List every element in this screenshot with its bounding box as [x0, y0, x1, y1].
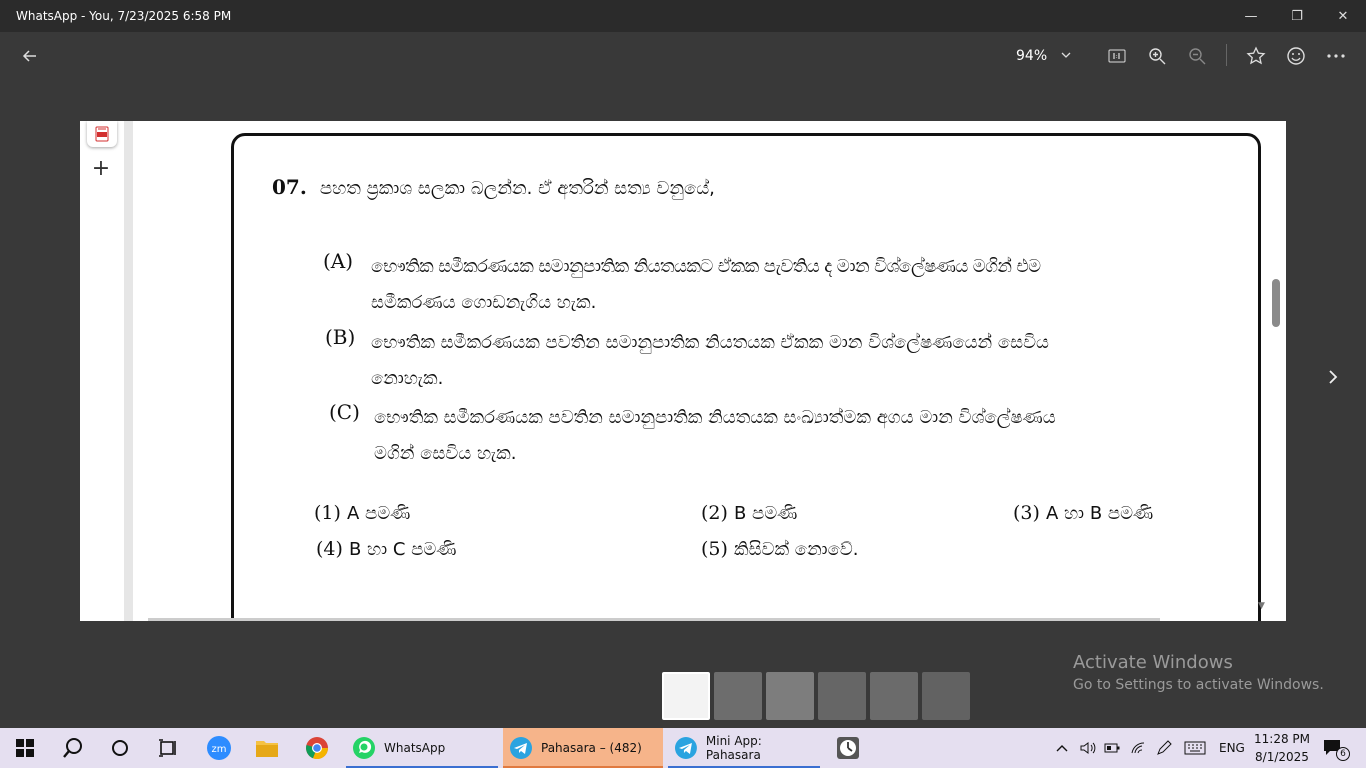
thumbnail[interactable] — [714, 672, 762, 720]
statement-label: (A) — [323, 249, 354, 273]
thumbnail[interactable] — [662, 672, 710, 720]
statement-line: මගින් සෙවිය හැක. — [374, 443, 517, 464]
next-arrow-icon[interactable] — [1320, 364, 1346, 390]
restore-button[interactable]: ❐ — [1291, 8, 1303, 24]
more-options-icon[interactable] — [1324, 44, 1348, 68]
activate-windows-watermark — [1073, 652, 1324, 693]
thumbnail[interactable] — [922, 672, 970, 720]
statement-c — [329, 400, 1269, 472]
viewer-sidebar — [80, 121, 124, 621]
file-explorer-icon[interactable] — [250, 728, 284, 768]
viewer-toolbar — [0, 32, 1366, 80]
zoom-level: 94% — [1016, 48, 1048, 64]
statement-line: භෞතික සමීකරණයක පවතින සමානුපාතික නියතයක සංඛ්‍යාත්මක අගය මාන විශ්ලේෂණය — [374, 407, 1056, 428]
option-text: කිසිවක් නොවේ. — [733, 539, 859, 560]
option-3 — [1013, 502, 1153, 524]
scroll-down-arrow-icon[interactable]: ▼ — [1258, 601, 1265, 611]
clock-app-icon[interactable] — [832, 728, 864, 768]
notification-count: 6 — [1336, 747, 1350, 761]
system-clock[interactable] — [1254, 730, 1310, 766]
wifi-icon[interactable] — [1130, 728, 1150, 768]
clock-date: 8/1/2025 — [1255, 750, 1309, 764]
actual-size-icon[interactable] — [1105, 44, 1129, 68]
tray-chevron-up-icon[interactable] — [1056, 728, 1074, 768]
option-4 — [316, 538, 456, 560]
statement-line: නොහැක. — [371, 368, 444, 389]
taskbar-app-label: Pahasara – (482) — [541, 741, 642, 755]
watermark-subtitle: Go to Settings to activate Windows. — [1073, 677, 1324, 693]
svg-text:zm: zm — [211, 744, 227, 755]
horizontal-scrollbar[interactable] — [148, 618, 1160, 621]
taskbar-app-mini-app[interactable] — [668, 728, 820, 768]
taskbar — [0, 728, 1366, 768]
pdf-file-icon[interactable] — [87, 121, 117, 147]
question-number: 07. — [272, 175, 307, 199]
chevron-down-icon — [1061, 48, 1071, 64]
taskbar-app-telegram[interactable] — [503, 728, 663, 768]
toolbar-divider — [1226, 44, 1227, 66]
statement-line: සමීකරණය ගොඩනැගිය හැක. — [371, 292, 597, 313]
statement-a — [323, 249, 1263, 321]
question-text: පහත ප්‍රකාශ සලකා බලන්න. ඒ අතරින් සත්‍ය වනුයේ, — [319, 178, 715, 199]
statement-label: (B) — [325, 325, 356, 349]
statement-label: (C) — [329, 400, 360, 424]
task-view-icon[interactable] — [152, 728, 184, 768]
thumbnail-strip — [662, 672, 970, 720]
battery-icon[interactable] — [1104, 728, 1124, 768]
thumbnail[interactable] — [766, 672, 814, 720]
pen-icon[interactable] — [1156, 728, 1176, 768]
sidebar-gutter — [124, 121, 133, 621]
search-icon[interactable] — [56, 728, 90, 768]
option-number: (3) — [1013, 502, 1040, 524]
emoji-icon[interactable] — [1284, 44, 1308, 68]
statement-b — [325, 325, 1265, 397]
zoom-in-icon[interactable] — [1145, 44, 1169, 68]
option-number: (4) — [316, 538, 343, 560]
option-number: (1) — [314, 502, 341, 524]
option-text: A පමණි — [346, 503, 411, 524]
language-indicator[interactable]: ENG — [1219, 741, 1245, 755]
document-viewer[interactable] — [80, 121, 1286, 621]
option-5 — [701, 538, 859, 560]
cortana-icon[interactable] — [104, 728, 136, 768]
minimize-button[interactable]: — — [1244, 8, 1258, 24]
statement-line: භෞතික සමීකරණයක සමානුපාතික නියතයකට ඒකක පැවතිය ද මාන විශ්ලේෂණය මගින් එම — [371, 256, 1041, 277]
zoom-app-icon[interactable] — [202, 728, 236, 768]
thumbnail[interactable] — [818, 672, 866, 720]
close-button[interactable]: ✕ — [1337, 8, 1349, 24]
telegram-icon — [509, 736, 533, 760]
volume-icon[interactable] — [1080, 728, 1100, 768]
option-1 — [314, 502, 410, 524]
title-bar — [0, 0, 1366, 32]
zoom-out-icon[interactable] — [1185, 44, 1209, 68]
thumbnail[interactable] — [870, 672, 918, 720]
statement-line: භෞතික සමීකරණයක පවතින සමානුපාතික නියතයක ඒකක මාන විශ්ලේෂණයෙන් සෙවිය — [371, 332, 1049, 353]
taskbar-app-label: WhatsApp — [384, 741, 446, 755]
window-title: WhatsApp - You, 7/23/2025 6:58 PM — [16, 9, 232, 23]
whatsapp-icon — [352, 736, 376, 760]
scrollbar-thumb[interactable] — [1272, 279, 1280, 327]
chrome-icon[interactable] — [300, 728, 334, 768]
add-icon[interactable]: + — [91, 156, 111, 181]
option-number: (5) — [701, 538, 728, 560]
star-icon[interactable] — [1244, 44, 1268, 68]
notifications-icon[interactable] — [1322, 728, 1350, 768]
vertical-scrollbar[interactable] — [1270, 121, 1286, 621]
option-text: A හා B පමණි — [1045, 503, 1154, 524]
zoom-dropdown[interactable] — [1016, 42, 1071, 70]
option-2 — [701, 502, 797, 524]
telegram-icon — [674, 736, 698, 760]
back-arrow-icon[interactable] — [18, 44, 42, 68]
clock-time: 11:28 PM — [1254, 732, 1310, 746]
question-heading — [272, 175, 715, 199]
option-text: B හා C පමණි — [348, 539, 457, 560]
watermark-title: Activate Windows — [1073, 652, 1233, 673]
taskbar-app-label: Mini App: Pahasara — [705, 734, 762, 762]
option-number: (2) — [701, 502, 728, 524]
keyboard-icon[interactable] — [1184, 728, 1210, 768]
option-text: B පමණි — [733, 503, 798, 524]
windows-start-icon[interactable] — [8, 728, 42, 768]
taskbar-app-whatsapp[interactable] — [346, 728, 498, 768]
